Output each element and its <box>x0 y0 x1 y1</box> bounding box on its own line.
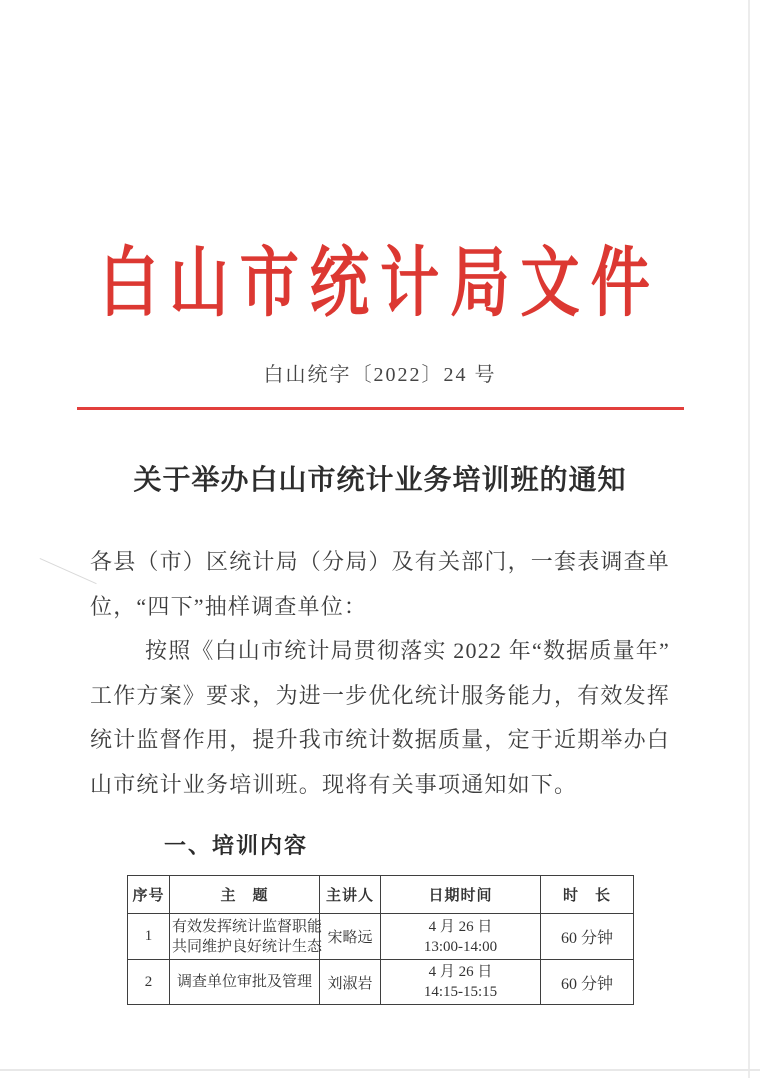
time-line: 13:00-14:00 <box>423 938 498 955</box>
training-schedule-table <box>127 875 634 1005</box>
document-number: 白山统字〔2022〕24 号 <box>263 364 497 386</box>
section-heading-training-content: 一、培训内容 <box>164 833 309 858</box>
notice-body <box>90 540 674 807</box>
salutation-line: 各县（市）区统计局（分局）及有关部门，一套表调查单 <box>90 549 671 574</box>
topic-line: 共同维护良好统计生态 <box>172 938 323 955</box>
topic-line: 调查单位审批及管理 <box>176 974 312 990</box>
header-cell-datetime: 日期时间 <box>381 876 541 914</box>
scan-page-edge-right <box>748 0 750 1078</box>
header-cell-topic: 主 题 <box>170 876 320 914</box>
header-cell-duration: 时 长 <box>541 876 634 914</box>
header-cell-speaker: 主讲人 <box>320 876 381 914</box>
cell-no: 1 <box>128 914 170 960</box>
topic-line: 有效发挥统计监督职能 <box>172 918 323 935</box>
cell-speaker: 刘淑岩 <box>320 960 381 1005</box>
cell-topic <box>170 914 323 960</box>
body-line: 按照《白山市统计局贯彻落实 2022 年“数据质量年” <box>145 638 670 663</box>
date-line: 4 月 26 日 <box>428 918 493 935</box>
time-line: 14:15-15:15 <box>423 984 498 1000</box>
cell-datetime <box>381 960 541 1005</box>
cell-topic <box>170 960 320 1005</box>
date-line: 4 月 26 日 <box>428 964 493 980</box>
body-line: 山市统计业务培训班。现将有关事项通知如下。 <box>90 771 578 797</box>
cell-datetime <box>381 914 541 960</box>
cell-duration: 60 分钟 <box>541 914 634 960</box>
letterhead-title: 白山市统计局文件 <box>99 242 661 326</box>
body-line: 统计监督作用，提升我市统计数据质量，定于近期举办白 <box>90 727 671 752</box>
red-divider-line <box>77 407 684 410</box>
body-line: 工作方案》要求，为进一步优化统计服务能力，有效发挥 <box>90 682 671 708</box>
cell-no: 2 <box>128 960 170 1005</box>
table-row <box>128 914 634 960</box>
salutation-line: 位，“四下”抽样调查单位： <box>90 593 368 619</box>
cell-duration: 60 分钟 <box>541 960 634 1005</box>
cell-speaker: 宋略远 <box>320 914 381 960</box>
scan-page-edge-bottom <box>0 1069 760 1071</box>
table-row <box>128 960 634 1005</box>
scan-scratch-artifact <box>40 558 97 584</box>
notice-title: 关于举办白山市统计业务培训班的通知 <box>133 465 627 496</box>
header-cell-no: 序号 <box>128 876 170 914</box>
table-header-row <box>128 876 634 914</box>
